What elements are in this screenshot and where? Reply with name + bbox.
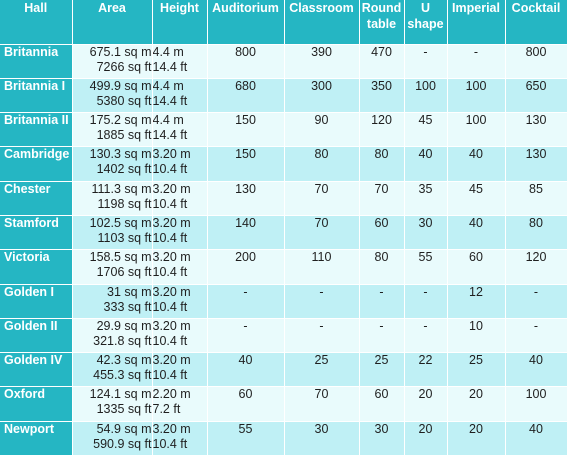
classroom-cell: 90: [284, 113, 359, 147]
height-cell: [152, 215, 207, 249]
area-cell-line1: 130.3 sq m: [89, 147, 152, 162]
auditorium-cell: 55: [207, 421, 284, 455]
imperial-cell: 25: [447, 353, 505, 387]
area-cell: [72, 44, 152, 78]
u-shape-cell: 22: [404, 353, 447, 387]
height-cell-line2: 14.4 ft: [152, 128, 188, 143]
header-area: Area: [72, 0, 152, 44]
imperial-cell: 40: [447, 215, 505, 249]
area-cell-line2: 1885 sq ft: [96, 128, 152, 143]
table-row: [0, 44, 567, 78]
hall-name-cell: Oxford: [0, 387, 72, 421]
area-cell: [72, 284, 152, 318]
round-table-cell: 120: [359, 113, 404, 147]
u-shape-cell: 35: [404, 181, 447, 215]
cocktail-cell: 800: [505, 44, 567, 78]
u-shape-cell: 45: [404, 113, 447, 147]
classroom-cell: 110: [284, 250, 359, 284]
header-imperial: Imperial: [447, 0, 505, 44]
area-cell-line1: 102.5 sq m: [89, 215, 152, 230]
area-cell-line2: 1103 sq ft: [97, 230, 152, 245]
imperial-cell: 60: [447, 250, 505, 284]
auditorium-cell: 800: [207, 44, 284, 78]
hall-name-cell: Britannia I: [0, 78, 72, 112]
area-cell-line2: 7266 sq ft: [96, 59, 152, 74]
header-u-shape-line2: shape: [407, 17, 444, 31]
auditorium-cell: 130: [207, 181, 284, 215]
header-auditorium: Auditorium: [207, 0, 284, 44]
height-cell-line1: 3.20 m: [152, 147, 191, 162]
cocktail-cell: 100: [505, 387, 567, 421]
height-cell: [152, 250, 207, 284]
imperial-cell: 45: [447, 181, 505, 215]
area-cell: [72, 387, 152, 421]
area-cell-line2: 5380 sq ft: [96, 93, 152, 108]
height-cell: [152, 113, 207, 147]
height-cell: [152, 44, 207, 78]
area-cell-line2: 321.8 sq ft: [93, 333, 152, 348]
header-u-shape: [404, 0, 447, 44]
area-cell: [72, 421, 152, 455]
area-cell-line1: 29.9 sq m: [96, 318, 152, 333]
area-cell: [72, 113, 152, 147]
cocktail-cell: 130: [505, 113, 567, 147]
auditorium-cell: 60: [207, 387, 284, 421]
hall-name-cell: Golden I: [0, 284, 72, 318]
table-row: [0, 215, 567, 249]
height-cell-line1: 3.20 m: [152, 318, 191, 333]
auditorium-cell: 150: [207, 113, 284, 147]
table-row: [0, 284, 567, 318]
area-cell-line1: 499.9 sq m: [89, 78, 152, 93]
cocktail-cell: 650: [505, 78, 567, 112]
hall-name-cell: Golden II: [0, 318, 72, 352]
u-shape-cell: 100: [404, 78, 447, 112]
area-cell: [72, 353, 152, 387]
height-cell: [152, 353, 207, 387]
classroom-cell: 70: [284, 181, 359, 215]
table-row: [0, 181, 567, 215]
auditorium-cell: 680: [207, 78, 284, 112]
u-shape-cell: -: [404, 44, 447, 78]
height-cell-line2: 14.4 ft: [152, 93, 188, 108]
classroom-cell: 70: [284, 215, 359, 249]
height-cell-line1: 4.4 m: [152, 44, 184, 59]
area-cell-line1: 175.2 sq m: [89, 113, 152, 128]
imperial-cell: 100: [447, 113, 505, 147]
height-cell: [152, 78, 207, 112]
area-cell-line2: 455.3 sq ft: [93, 368, 152, 383]
area-cell: [72, 147, 152, 181]
classroom-cell: 300: [284, 78, 359, 112]
table-row: [0, 78, 567, 112]
height-cell: [152, 318, 207, 352]
auditorium-cell: -: [207, 284, 284, 318]
area-cell-line1: 31 sq m: [107, 284, 152, 299]
imperial-cell: 10: [447, 318, 505, 352]
height-cell: [152, 147, 207, 181]
header-u-shape-line1: U: [420, 1, 431, 15]
height-cell: [152, 284, 207, 318]
classroom-cell: 80: [284, 147, 359, 181]
cocktail-cell: 130: [505, 147, 567, 181]
area-cell-line1: 124.1 sq m: [89, 387, 152, 402]
area-cell-line2: 1198 sq ft: [97, 196, 152, 211]
area-cell-line2: 590.9 sq ft: [93, 436, 152, 451]
area-cell-line1: 111.3 sq m: [91, 181, 152, 196]
classroom-cell: -: [284, 284, 359, 318]
u-shape-cell: -: [404, 318, 447, 352]
hall-name-cell: Golden IV: [0, 353, 72, 387]
round-table-cell: 25: [359, 353, 404, 387]
imperial-cell: -: [447, 44, 505, 78]
height-cell-line1: 3.20 m: [152, 421, 191, 436]
height-cell-line1: 3.20 m: [152, 250, 191, 265]
height-cell-line1: 4.4 m: [152, 113, 184, 128]
area-cell-line1: 42.3 sq m: [96, 353, 152, 368]
imperial-cell: 20: [447, 387, 505, 421]
height-cell-line1: 3.20 m: [152, 353, 191, 368]
imperial-cell: 100: [447, 78, 505, 112]
area-cell-line2: 1706 sq ft: [96, 265, 152, 280]
table-row: [0, 421, 567, 455]
header-round-table: [359, 0, 404, 44]
height-cell-line2: 10.4 ft: [152, 162, 188, 177]
height-cell-line2: 10.4 ft: [152, 265, 188, 280]
round-table-cell: 80: [359, 147, 404, 181]
table-row: [0, 353, 567, 387]
cocktail-cell: 80: [505, 215, 567, 249]
u-shape-cell: 20: [404, 421, 447, 455]
cocktail-cell: 40: [505, 353, 567, 387]
area-cell: [72, 318, 152, 352]
area-cell: [72, 78, 152, 112]
height-cell: [152, 387, 207, 421]
area-cell-line2: 333 sq ft: [103, 299, 152, 314]
cocktail-cell: 120: [505, 250, 567, 284]
height-cell-line2: 10.4 ft: [152, 230, 188, 245]
hall-name-cell: Cambridge: [0, 147, 72, 181]
height-cell-line1: 3.20 m: [152, 215, 191, 230]
auditorium-cell: 200: [207, 250, 284, 284]
area-cell: [72, 215, 152, 249]
area-cell: [72, 250, 152, 284]
header-round-table-line2: table: [366, 17, 397, 31]
u-shape-cell: -: [404, 284, 447, 318]
height-cell-line2: 14.4 ft: [152, 59, 188, 74]
auditorium-cell: 150: [207, 147, 284, 181]
u-shape-cell: 20: [404, 387, 447, 421]
table-row: [0, 250, 567, 284]
height-cell-line2: 10.4 ft: [152, 196, 188, 211]
imperial-cell: 20: [447, 421, 505, 455]
cocktail-cell: 40: [505, 421, 567, 455]
classroom-cell: 390: [284, 44, 359, 78]
height-cell: [152, 181, 207, 215]
area-cell-line2: 1335 sq ft: [96, 402, 152, 417]
auditorium-cell: -: [207, 318, 284, 352]
classroom-cell: 25: [284, 353, 359, 387]
hall-name-cell: Britannia II: [0, 113, 72, 147]
cocktail-cell: 85: [505, 181, 567, 215]
height-cell: [152, 421, 207, 455]
u-shape-cell: 55: [404, 250, 447, 284]
header-round-table-line1: Round: [361, 1, 402, 15]
hall-name-cell: Chester: [0, 181, 72, 215]
round-table-cell: 60: [359, 215, 404, 249]
header-cocktail: Cocktail: [505, 0, 567, 44]
height-cell-line2: 10.4 ft: [152, 436, 188, 451]
header-classroom: Classroom: [284, 0, 359, 44]
round-table-cell: 80: [359, 250, 404, 284]
area-cell: [72, 181, 152, 215]
auditorium-cell: 40: [207, 353, 284, 387]
header-row: [0, 0, 567, 44]
round-table-cell: 470: [359, 44, 404, 78]
header-height: Height: [152, 0, 207, 44]
imperial-cell: 40: [447, 147, 505, 181]
height-cell-line1: 2.20 m: [152, 387, 191, 402]
area-cell-line1: 675.1 sq m: [89, 44, 152, 59]
hall-name-cell: Newport: [0, 421, 72, 455]
table-row: [0, 318, 567, 352]
height-cell-line2: 10.4 ft: [152, 299, 188, 314]
area-cell-line2: 1402 sq ft: [96, 162, 152, 177]
imperial-cell: 12: [447, 284, 505, 318]
hall-name-cell: Victoria: [0, 250, 72, 284]
round-table-cell: -: [359, 284, 404, 318]
round-table-cell: 70: [359, 181, 404, 215]
round-table-cell: 60: [359, 387, 404, 421]
auditorium-cell: 140: [207, 215, 284, 249]
height-cell-line2: 10.4 ft: [152, 368, 188, 383]
round-table-cell: 350: [359, 78, 404, 112]
round-table-cell: 30: [359, 421, 404, 455]
height-cell-line2: 7.2 ft: [152, 402, 181, 417]
height-cell-line1: 3.20 m: [152, 284, 191, 299]
hall-name-cell: Stamford: [0, 215, 72, 249]
height-cell-line2: 10.4 ft: [152, 333, 188, 348]
height-cell-line1: 3.20 m: [152, 181, 191, 196]
table-row: [0, 147, 567, 181]
table-row: [0, 387, 567, 421]
area-cell-line1: 158.5 sq m: [89, 250, 152, 265]
classroom-cell: 30: [284, 421, 359, 455]
classroom-cell: -: [284, 318, 359, 352]
cocktail-cell: -: [505, 284, 567, 318]
round-table-cell: -: [359, 318, 404, 352]
u-shape-cell: 30: [404, 215, 447, 249]
classroom-cell: 70: [284, 387, 359, 421]
u-shape-cell: 40: [404, 147, 447, 181]
cocktail-cell: -: [505, 318, 567, 352]
height-cell-line1: 4.4 m: [152, 78, 184, 93]
table-row: [0, 113, 567, 147]
area-cell-line1: 54.9 sq m: [96, 421, 152, 436]
header-hall: Hall: [0, 0, 72, 44]
hall-name-cell: Britannia: [0, 44, 72, 78]
